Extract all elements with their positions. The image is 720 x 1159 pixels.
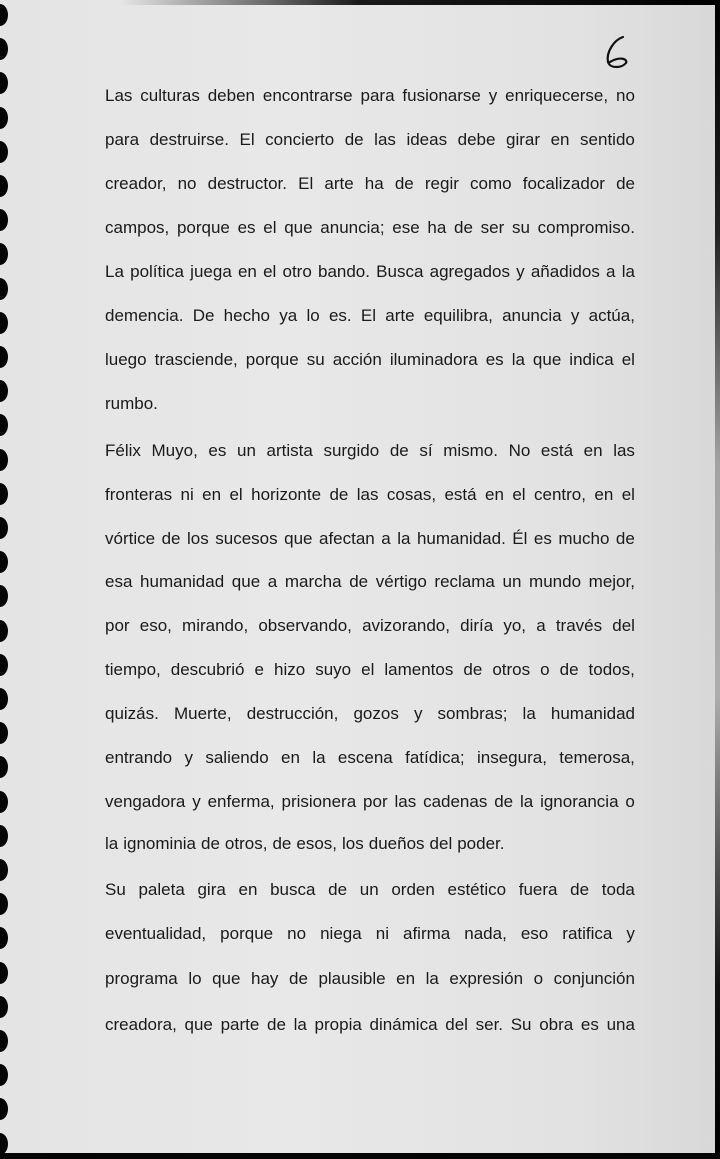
binding-hole [0,141,8,163]
binding-hole [0,551,8,573]
binding-hole [0,4,8,26]
binding-hole [0,722,8,744]
binding-hole [0,825,8,847]
text-line: esa humanidad que a marcha de vértigo reclama un mundo mejor, [105,572,635,591]
text-line: Félix Muyo, es un artista surgido de sí mismo. No está en las [105,441,635,460]
binding-hole [0,1133,8,1155]
top-edge-shadow [120,0,720,5]
text-line: programa lo que hay de plausible en la expresión o conjunción [105,969,635,988]
binding-hole [0,243,8,265]
text-line: rumbo. [105,394,158,413]
text-line: luego trasciende, porque su acción iluminadora es la que indica el [105,350,635,369]
text-line: demencia. De hecho ya lo es. El arte equilibra, anuncia y actúa, [105,306,635,325]
handwritten-page-number [596,22,636,72]
text-line: quizás. Muerte, destrucción, gozos y sombras; la humanidad [105,704,635,723]
text-line: Las culturas deben encontrarse para fusionarse y enriquecerse, no [105,86,635,105]
binding-hole [0,1064,8,1086]
right-edge-shadow [715,0,720,1159]
binding-hole [0,996,8,1018]
binding-hole [0,927,8,949]
binding-hole [0,1098,8,1120]
text-line: vengadora y enferma, prisionera por las cadenas de la ignorancia o [105,792,635,811]
text-line: campos, porque es el que anuncia; ese ha de ser su compromiso. [105,218,635,237]
bottom-edge-shadow [0,1153,720,1159]
binding-hole [0,483,8,505]
text-line: vórtice de los sucesos que afectan a la humanidad. Él es mucho de [105,529,635,548]
binding-hole [0,654,8,676]
binding-hole [0,175,8,197]
text-line: eventualidad, porque no niega ni afirma nada, eso ratifica y [105,924,635,943]
text-line: fronteras ni en el horizonte de las cosas, está en el centro, en el [105,485,635,504]
text-line: la ignominia de otros, de esos, los dueños del poder. [105,834,505,853]
binding-hole [0,962,8,984]
text-line: La política juega en el otro bando. Busca agregados y añadidos a la [105,262,635,281]
text-line: por eso, mirando, observando, avizorando, diría yo, a través del [105,616,635,635]
text-line: creadora, que parte de la propia dinámica del ser. Su obra es una [105,1015,635,1034]
text-line: creador, no destructor. El arte ha de regir como focalizador de [105,174,635,193]
binding-hole [0,449,8,471]
text-line: Su paleta gira en busca de un orden estético fuera de toda [105,880,635,899]
text-line: para destruirse. El concierto de las ideas debe girar en sentido [105,130,635,149]
binding-hole [0,346,8,368]
binding-hole [0,278,8,300]
binding-hole [0,414,8,436]
binding-hole [0,756,8,778]
binding-hole [0,107,8,129]
binding-hole [0,517,8,539]
spiral-binding [0,0,12,1159]
text-line: tiempo, descubrió e hizo suyo el lamentos de otros o de todos, [105,660,635,679]
text-line: entrando y saliendo en la escena fatídica; insegura, temerosa, [105,748,635,767]
binding-hole [0,38,8,60]
binding-hole [0,312,8,334]
binding-hole [0,620,8,642]
binding-hole [0,791,8,813]
binding-hole [0,893,8,915]
binding-hole [0,380,8,402]
binding-hole [0,585,8,607]
binding-hole [0,688,8,710]
binding-hole [0,72,8,94]
binding-hole [0,859,8,881]
binding-hole [0,209,8,231]
binding-hole [0,1030,8,1052]
